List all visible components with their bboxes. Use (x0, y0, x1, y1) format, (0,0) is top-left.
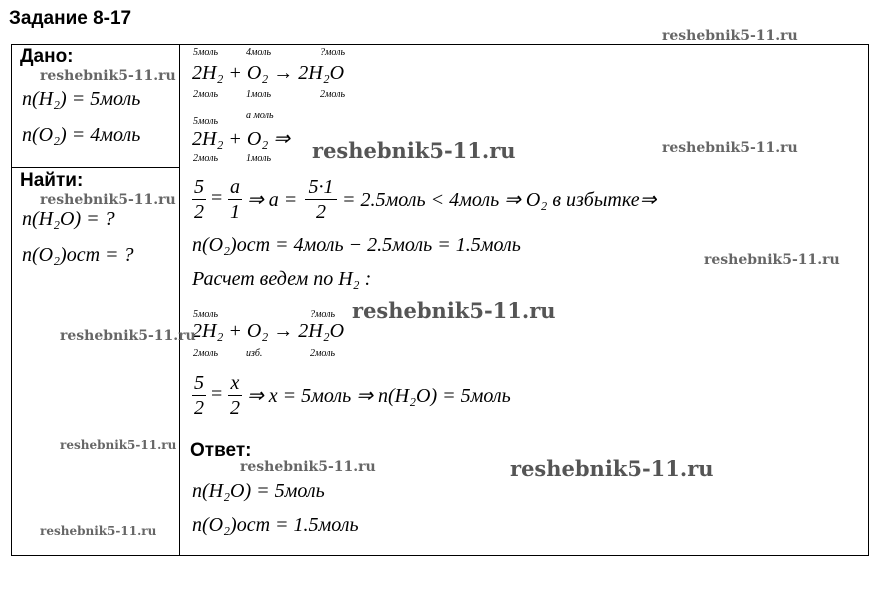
reaction-top-label: ?моль (310, 309, 336, 320)
fraction-denominator: 2 (194, 201, 204, 223)
fraction-numerator: 5 (194, 176, 204, 198)
reaction-bottom-label: 2моль (193, 89, 219, 100)
calc-text: ⇒ x = 5моль ⇒ n(H₂O) = 5моль (247, 385, 511, 407)
watermark: reshebnik5-11.ru (312, 138, 516, 163)
reaction-equation: 2H₂ + O₂ → 2H₂O (192, 320, 345, 342)
given-heading: Дано: (20, 46, 74, 67)
reaction-top-label: 5моль (193, 309, 219, 320)
watermark: reshebnik5-11.ru (510, 456, 714, 481)
reaction-bottom-label: 2моль (310, 348, 336, 359)
find-heading: Найти: (20, 170, 84, 191)
watermark: reshebnik5-11.ru (40, 68, 176, 84)
watermark: reshebnik5-11.ru (40, 192, 176, 208)
page-title: Задание 8-17 (9, 8, 132, 29)
reaction-top-label: 5моль (193, 116, 219, 127)
fraction-denominator: 1 (230, 201, 240, 223)
fraction-denominator: 2 (316, 201, 326, 223)
find-line: n(O₂)ост = ? (22, 244, 134, 266)
fraction-denominator: 2 (194, 397, 204, 419)
watermark: reshebnik5-11.ru (40, 524, 157, 538)
reaction-bottom-label: 1моль (246, 89, 272, 100)
reaction-top-label: 5моль (193, 47, 219, 58)
find-line: n(H₂O) = ? (22, 208, 115, 230)
fraction (192, 372, 206, 419)
calc-text: = 2.5моль < 4моль ⇒ O₂ в избытке⇒ (342, 189, 657, 211)
fraction (305, 176, 337, 223)
equals-sign: = (211, 187, 223, 209)
answer-heading: Ответ: (190, 440, 252, 461)
reaction-bottom-label: изб. (246, 348, 263, 359)
fraction (192, 176, 206, 223)
fraction-denominator: 2 (230, 397, 240, 419)
reaction-equation: 2H₂ + O₂ → 2H₂O (192, 62, 345, 84)
reaction-bottom-label: 2моль (193, 153, 219, 164)
given-line: n(H₂) = 5моль (22, 88, 141, 110)
reaction-bottom-label: 1моль (246, 153, 272, 164)
answer-line: n(O₂)ост = 1.5моль (192, 514, 359, 536)
fraction-numerator: x (230, 372, 240, 394)
watermark: reshebnik5-11.ru (240, 459, 376, 475)
reaction-top-label: 4моль (246, 47, 272, 58)
watermark: reshebnik5-11.ru (60, 328, 196, 344)
reaction-top-label: ?моль (320, 47, 346, 58)
reaction-bottom-label: 2моль (193, 348, 219, 359)
watermark: reshebnik5-11.ru (60, 438, 177, 452)
answer-line: n(H₂O) = 5моль (192, 480, 325, 502)
calc-text: ⇒ a = (247, 189, 298, 211)
watermark: reshebnik5-11.ru (662, 140, 798, 156)
watermark: reshebnik5-11.ru (704, 252, 840, 268)
fraction (228, 372, 242, 419)
given-line: n(O₂) = 4моль (22, 124, 141, 146)
reaction-equation: 2H₂ + O₂ ⇒ (192, 128, 291, 150)
reaction-top-label: а моль (246, 110, 274, 121)
column-divider (179, 44, 180, 555)
fraction-numerator: a (230, 176, 240, 198)
excess-line: n(O₂)ост = 4моль − 2.5моль = 1.5моль (192, 234, 521, 256)
fraction-numerator: 5·1 (308, 176, 334, 198)
watermark: reshebnik5-11.ru (662, 28, 798, 44)
fraction-numerator: 5 (194, 372, 204, 394)
equals-sign: = (211, 383, 223, 405)
row-divider (11, 167, 180, 168)
reaction-bottom-label: 2моль (320, 89, 346, 100)
watermark: reshebnik5-11.ru (352, 298, 556, 323)
basis-line: Расчет ведем по H₂ : (192, 268, 372, 290)
fraction (228, 176, 242, 223)
